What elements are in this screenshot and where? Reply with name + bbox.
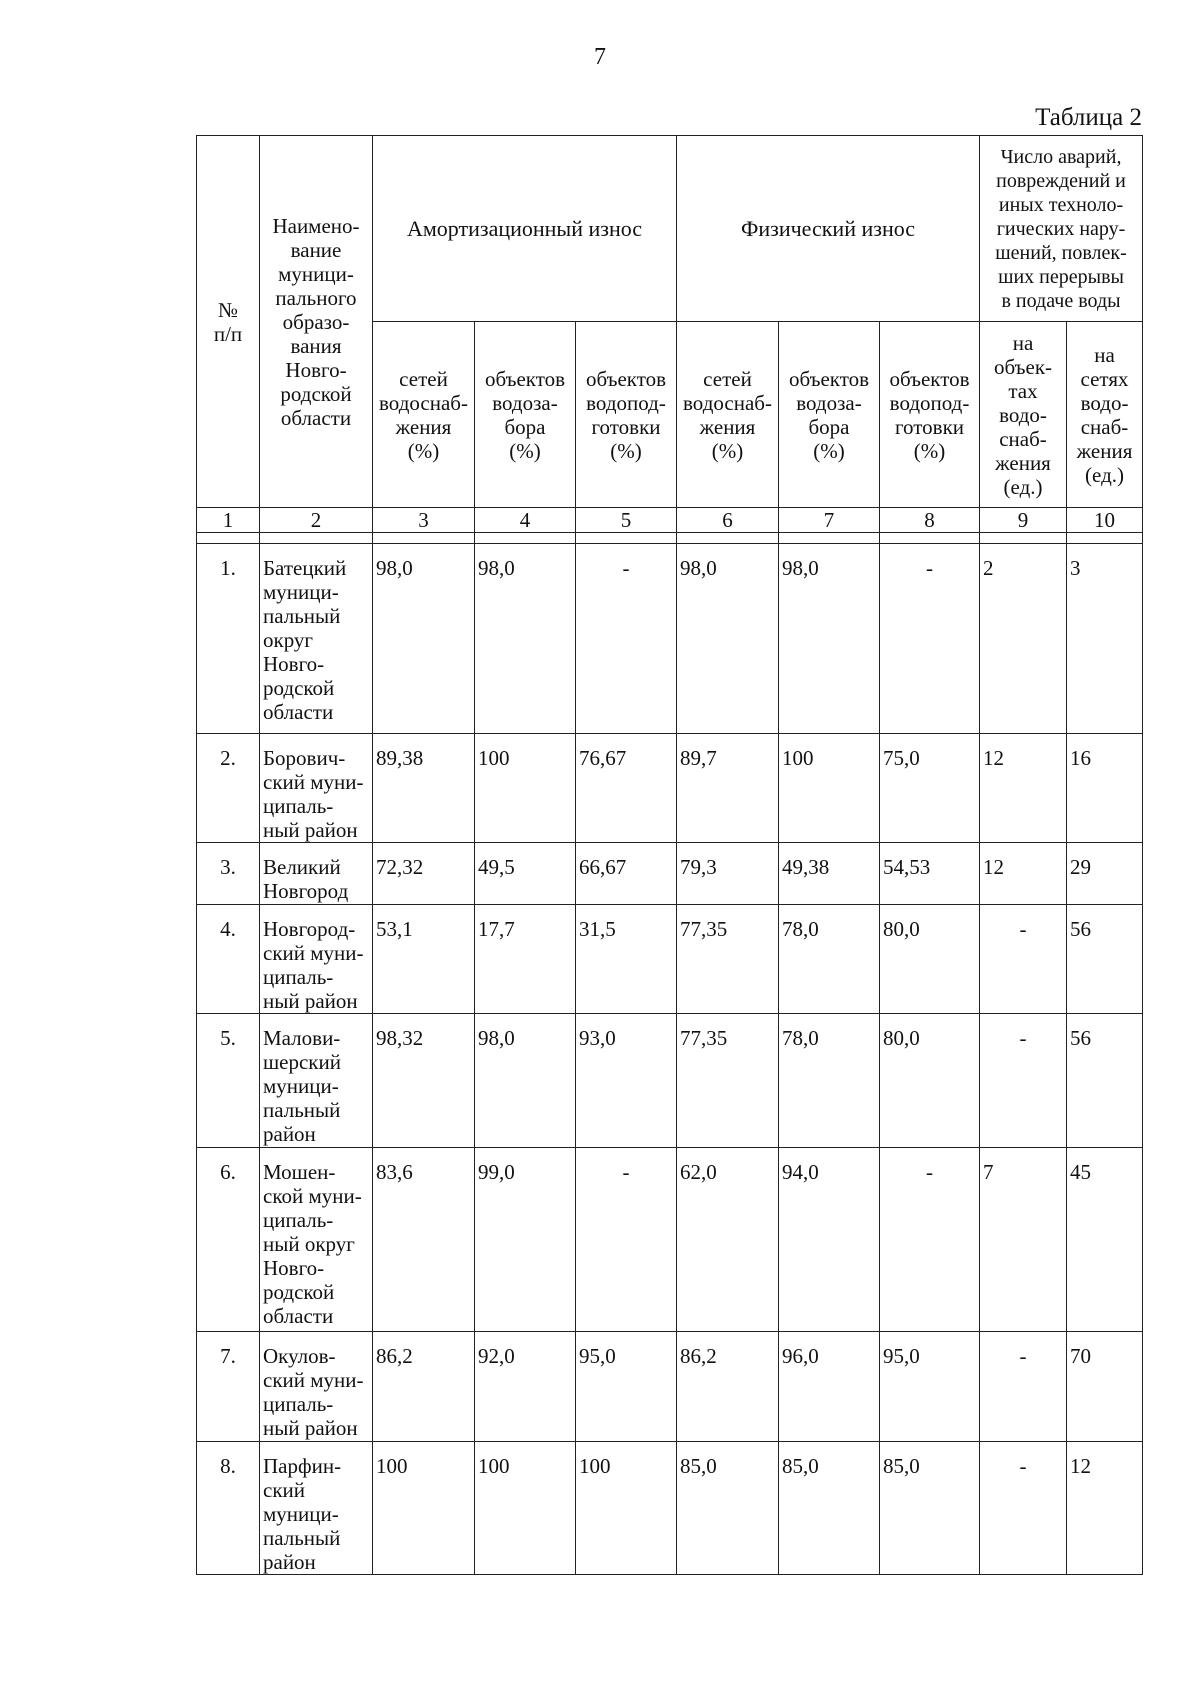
value-cell: 16 (1067, 734, 1143, 843)
value-cell: 49,38 (779, 843, 880, 905)
value-cell: - (880, 544, 980, 734)
row-number: 5. (197, 1014, 260, 1148)
value-cell: - (576, 544, 677, 734)
table-row (197, 1332, 1143, 1442)
column-number: 8 (880, 508, 980, 533)
column-number: 2 (260, 508, 373, 533)
value-cell: 3 (1067, 544, 1143, 734)
value-cell: 56 (1067, 905, 1143, 1014)
value-cell: 76,67 (576, 734, 677, 843)
value-cell: - (880, 1148, 980, 1332)
table-row (197, 1442, 1143, 1575)
sub-header-5: объектов водопод- готовки (%) (576, 322, 677, 508)
value-cell: 31,5 (576, 905, 677, 1014)
sub-header-7: объектов водоза- бора (%) (779, 322, 880, 508)
column-number: 1 (197, 508, 260, 533)
value-cell: 96,0 (779, 1332, 880, 1442)
value-cell: 100 (576, 1442, 677, 1575)
row-number: 2. (197, 734, 260, 843)
municipality-name: Парфин- ский муници- пальный район (260, 1442, 373, 1575)
table-row (197, 905, 1143, 1014)
value-cell: 78,0 (779, 1014, 880, 1148)
row-number: 4. (197, 905, 260, 1014)
value-cell: 17,7 (475, 905, 576, 1014)
municipality-name: Новгород- ский муни- ципаль- ный район (260, 905, 373, 1014)
value-cell: 98,32 (373, 1014, 475, 1148)
value-cell: 98,0 (373, 544, 475, 734)
municipality-name: Борович- ский муни- ципаль- ный район (260, 734, 373, 843)
value-cell: 86,2 (373, 1332, 475, 1442)
value-cell: 2 (980, 544, 1067, 734)
value-cell: 98,0 (475, 1014, 576, 1148)
column-number: 3 (373, 508, 475, 533)
value-cell: 78,0 (779, 905, 880, 1014)
value-cell: 49,5 (475, 843, 576, 905)
column-number: 5 (576, 508, 677, 533)
header-num: № п/п (197, 136, 260, 508)
header-row-1 (197, 136, 1143, 322)
value-cell: 79,3 (677, 843, 779, 905)
sub-header-8: объектов водопод- готовки (%) (880, 322, 980, 508)
column-number: 7 (779, 508, 880, 533)
column-number: 6 (677, 508, 779, 533)
page-number: 7 (594, 44, 606, 70)
water-supply-wear-table (196, 135, 1143, 1575)
value-cell: - (980, 1014, 1067, 1148)
value-cell: 66,67 (576, 843, 677, 905)
municipality-name: Великий Новгород (260, 843, 373, 905)
value-cell: 89,38 (373, 734, 475, 843)
column-number: 10 (1067, 508, 1143, 533)
row-number: 7. (197, 1332, 260, 1442)
value-cell: 75,0 (880, 734, 980, 843)
value-cell: 86,2 (677, 1332, 779, 1442)
header-accidents: Число аварий, повреждений и иных техноло- гических нару- шений, повлек- ших перерывы в подаче воды (980, 136, 1143, 322)
row-number: 6. (197, 1148, 260, 1332)
value-cell: - (576, 1148, 677, 1332)
value-cell: - (980, 1442, 1067, 1575)
value-cell: 89,7 (677, 734, 779, 843)
table-body (197, 508, 1143, 1575)
value-cell: 29 (1067, 843, 1143, 905)
sub-header-4: объектов водоза- бора (%) (475, 322, 576, 508)
value-cell: 80,0 (880, 905, 980, 1014)
value-cell: 70 (1067, 1332, 1143, 1442)
value-cell: 77,35 (677, 905, 779, 1014)
value-cell: 72,32 (373, 843, 475, 905)
value-cell: 85,0 (779, 1442, 880, 1575)
municipality-name: Мошен- ской муни- ципаль- ный округ Новго- родской области (260, 1148, 373, 1332)
sub-header-6: сетей водоснаб- жения (%) (677, 322, 779, 508)
value-cell: 95,0 (576, 1332, 677, 1442)
header-physical: Физический износ (677, 136, 980, 322)
value-cell: 7 (980, 1148, 1067, 1332)
value-cell: 98,0 (677, 544, 779, 734)
value-cell: 100 (475, 1442, 576, 1575)
header-amortization: Амортизационный износ (373, 136, 677, 322)
value-cell: 100 (475, 734, 576, 843)
sub-header-3: сетей водоснаб- жения (%) (373, 322, 475, 508)
value-cell: 62,0 (677, 1148, 779, 1332)
table-label: Таблица 2 (1035, 104, 1142, 131)
value-cell: 12 (1067, 1442, 1143, 1575)
value-cell: 94,0 (779, 1148, 880, 1332)
value-cell: 85,0 (880, 1442, 980, 1575)
value-cell: 45 (1067, 1148, 1143, 1332)
header-name: Наимено- вание муници- пального образо- вания Новго- родской области (260, 136, 373, 508)
value-cell: 99,0 (475, 1148, 576, 1332)
column-number-row (197, 508, 1143, 533)
table-row (197, 1148, 1143, 1332)
value-cell: 12 (980, 734, 1067, 843)
value-cell: 54,53 (880, 843, 980, 905)
table-row (197, 734, 1143, 843)
value-cell: - (980, 905, 1067, 1014)
value-cell: 80,0 (880, 1014, 980, 1148)
row-number: 3. (197, 843, 260, 905)
value-cell: 100 (373, 1442, 475, 1575)
municipality-name: Малови- шерский муници- пальный район (260, 1014, 373, 1148)
spacer-row (197, 533, 1143, 544)
sub-header-10: на сетях водо- снаб- жения (ед.) (1067, 322, 1143, 508)
sub-header-9: на объек- тах водо- снаб- жения (ед.) (980, 322, 1067, 508)
column-number: 4 (475, 508, 576, 533)
value-cell: 85,0 (677, 1442, 779, 1575)
value-cell: 53,1 (373, 905, 475, 1014)
row-number: 8. (197, 1442, 260, 1575)
value-cell: 92,0 (475, 1332, 576, 1442)
value-cell: 100 (779, 734, 880, 843)
value-cell: 93,0 (576, 1014, 677, 1148)
municipality-name: Батецкий муници- пальный округ Новго- родской области (260, 544, 373, 734)
table-row (197, 1014, 1143, 1148)
value-cell: 98,0 (779, 544, 880, 734)
value-cell: 95,0 (880, 1332, 980, 1442)
value-cell: 77,35 (677, 1014, 779, 1148)
table-row (197, 544, 1143, 734)
value-cell: 12 (980, 843, 1067, 905)
value-cell: 98,0 (475, 544, 576, 734)
row-number: 1. (197, 544, 260, 734)
municipality-name: Окулов- ский муни- ципаль- ный район (260, 1332, 373, 1442)
column-number: 9 (980, 508, 1067, 533)
value-cell: 56 (1067, 1014, 1143, 1148)
value-cell: 83,6 (373, 1148, 475, 1332)
value-cell: - (980, 1332, 1067, 1442)
table-row (197, 843, 1143, 905)
